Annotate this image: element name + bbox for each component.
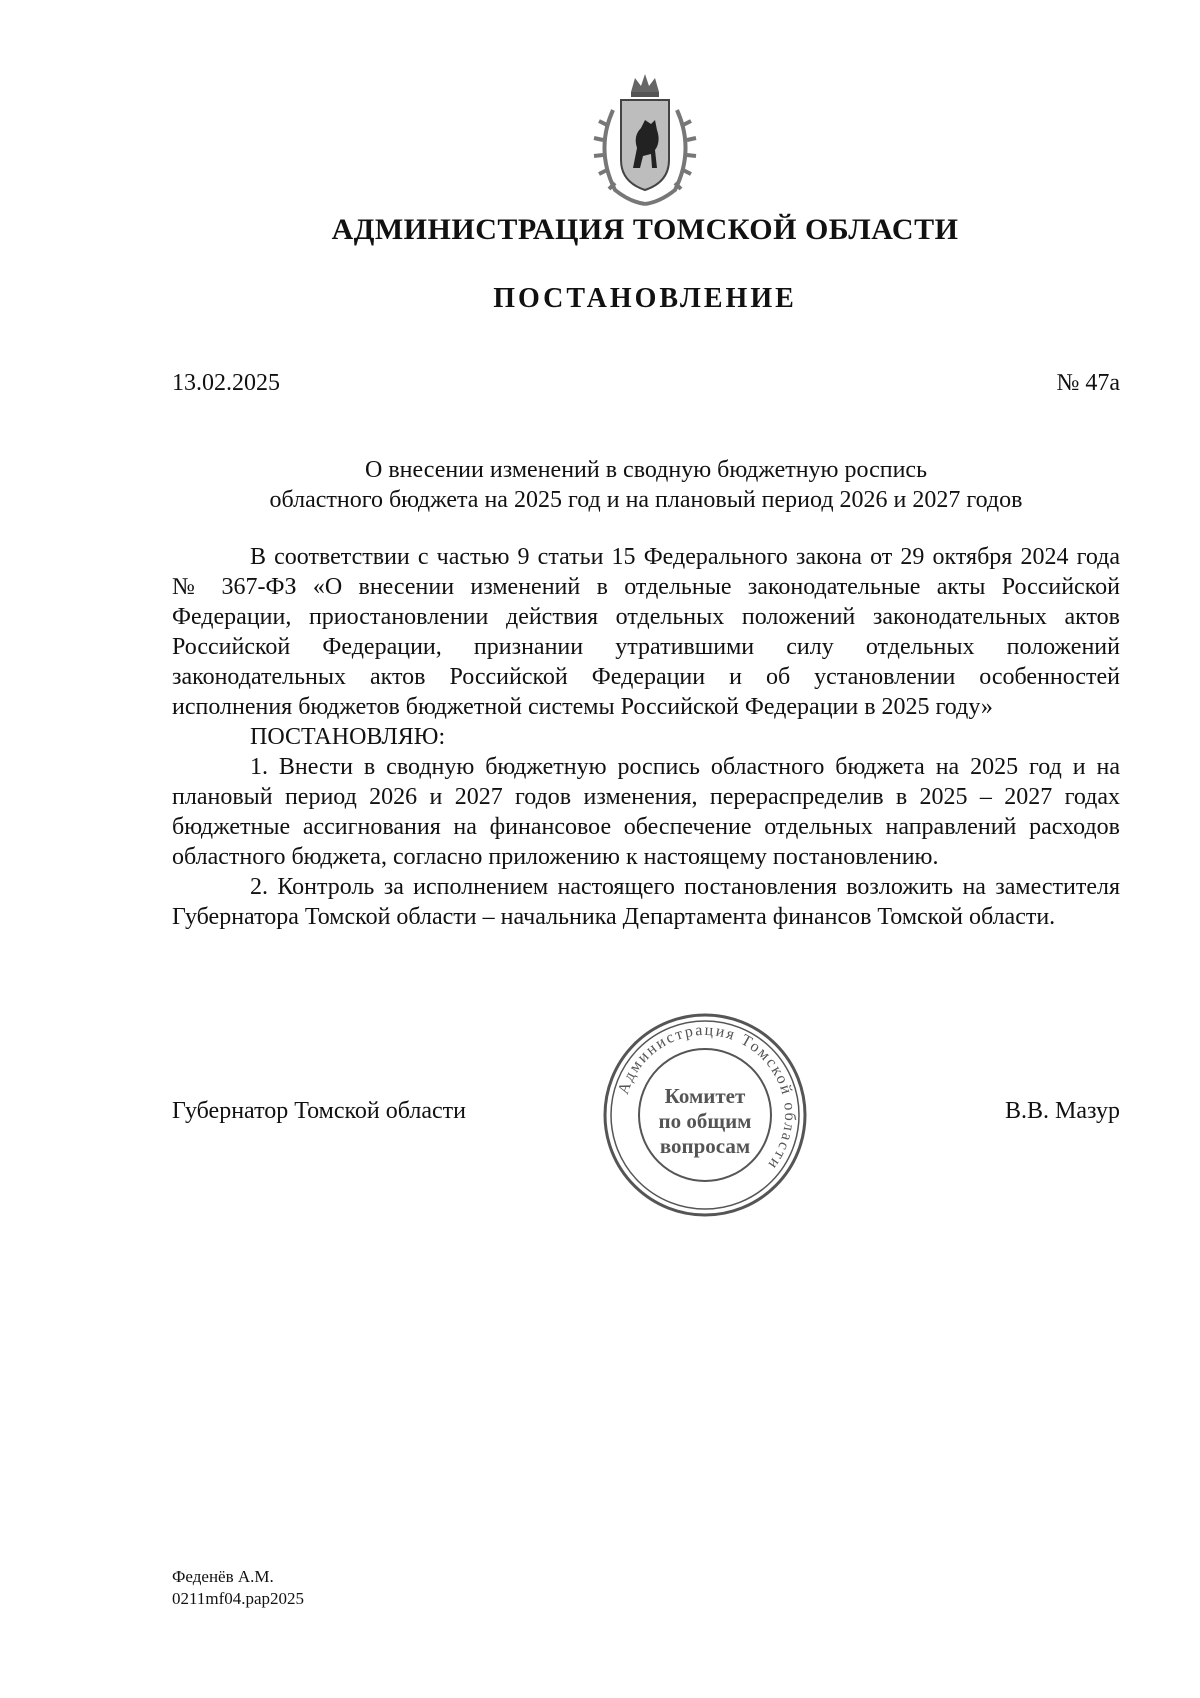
stamp-center-line-2: по общим <box>658 1109 752 1133</box>
item-1-paragraph: 1. Внести в сводную бюджетную роспись областного бюджета на 2025 год и на плановый период 2026 и 2027 годов изменения, перераспределив в 2025 – 2027 годах бюджетные ассигнования на финансовое обеспечение отдельных направлений расходов областного бюджета, согласно приложению к настоящему постановлению. <box>172 754 1120 870</box>
footer-executor-info <box>172 1566 304 1610</box>
subject-line-1: О внесении изменений в сводную бюджетную роспись <box>364 457 928 483</box>
item-2-paragraph: 2. Контроль за исполнением настоящего постановления возложить на заместителя Губернатора Томской области – начальника Департамента финансов Томской области. <box>172 874 1120 930</box>
organization-title: АДМИНИСТРАЦИЯ ТОМСКОЙ ОБЛАСТИ <box>331 213 959 246</box>
stamp-ring-text: Администрация Томской области <box>614 1021 799 1174</box>
document-subject <box>172 455 1120 515</box>
subject-line-2: областного бюджета на 2025 год и на плановый период 2026 и 2027 годов <box>269 487 1023 513</box>
document-date: 13.02.2025 <box>172 370 280 396</box>
document-body <box>172 542 1120 932</box>
tomsk-region-coat-of-arms-icon <box>585 70 705 210</box>
document-type-title: ПОСТАНОВЛЕНИЕ <box>493 283 797 314</box>
stamp-center-line-1: Комитет <box>664 1084 746 1108</box>
file-code: 0211mf04.рар2025 <box>172 1589 305 1608</box>
official-stamp <box>600 1010 810 1220</box>
resolve-heading: ПОСТАНОВЛЯЮ: <box>250 724 446 750</box>
signatory-name: В.В. Мазур <box>1005 1098 1120 1124</box>
preamble-paragraph: В соответствии с частью 9 статьи 15 Федерального закона от 29 октября 2024 года № 367-ФЗ «О внесении изменений в отдельные законодательные акты Российской Федерации, приостановлении действия отдельных положений законодательных актов Российской Федерации, признании утратившими силу отдельных положений законодательных актов Российской Федерации и об установлении особенностей исполнения бюджетов бюджетной системы Российской Федерации в 2025 году» <box>172 544 1120 720</box>
document-number: № 47а <box>1056 370 1120 396</box>
stamp-center-line-3: вопросам <box>659 1134 751 1158</box>
signatory-position: Губернатор Томской области <box>172 1098 466 1124</box>
executor-name: Феденёв А.М. <box>172 1567 274 1586</box>
